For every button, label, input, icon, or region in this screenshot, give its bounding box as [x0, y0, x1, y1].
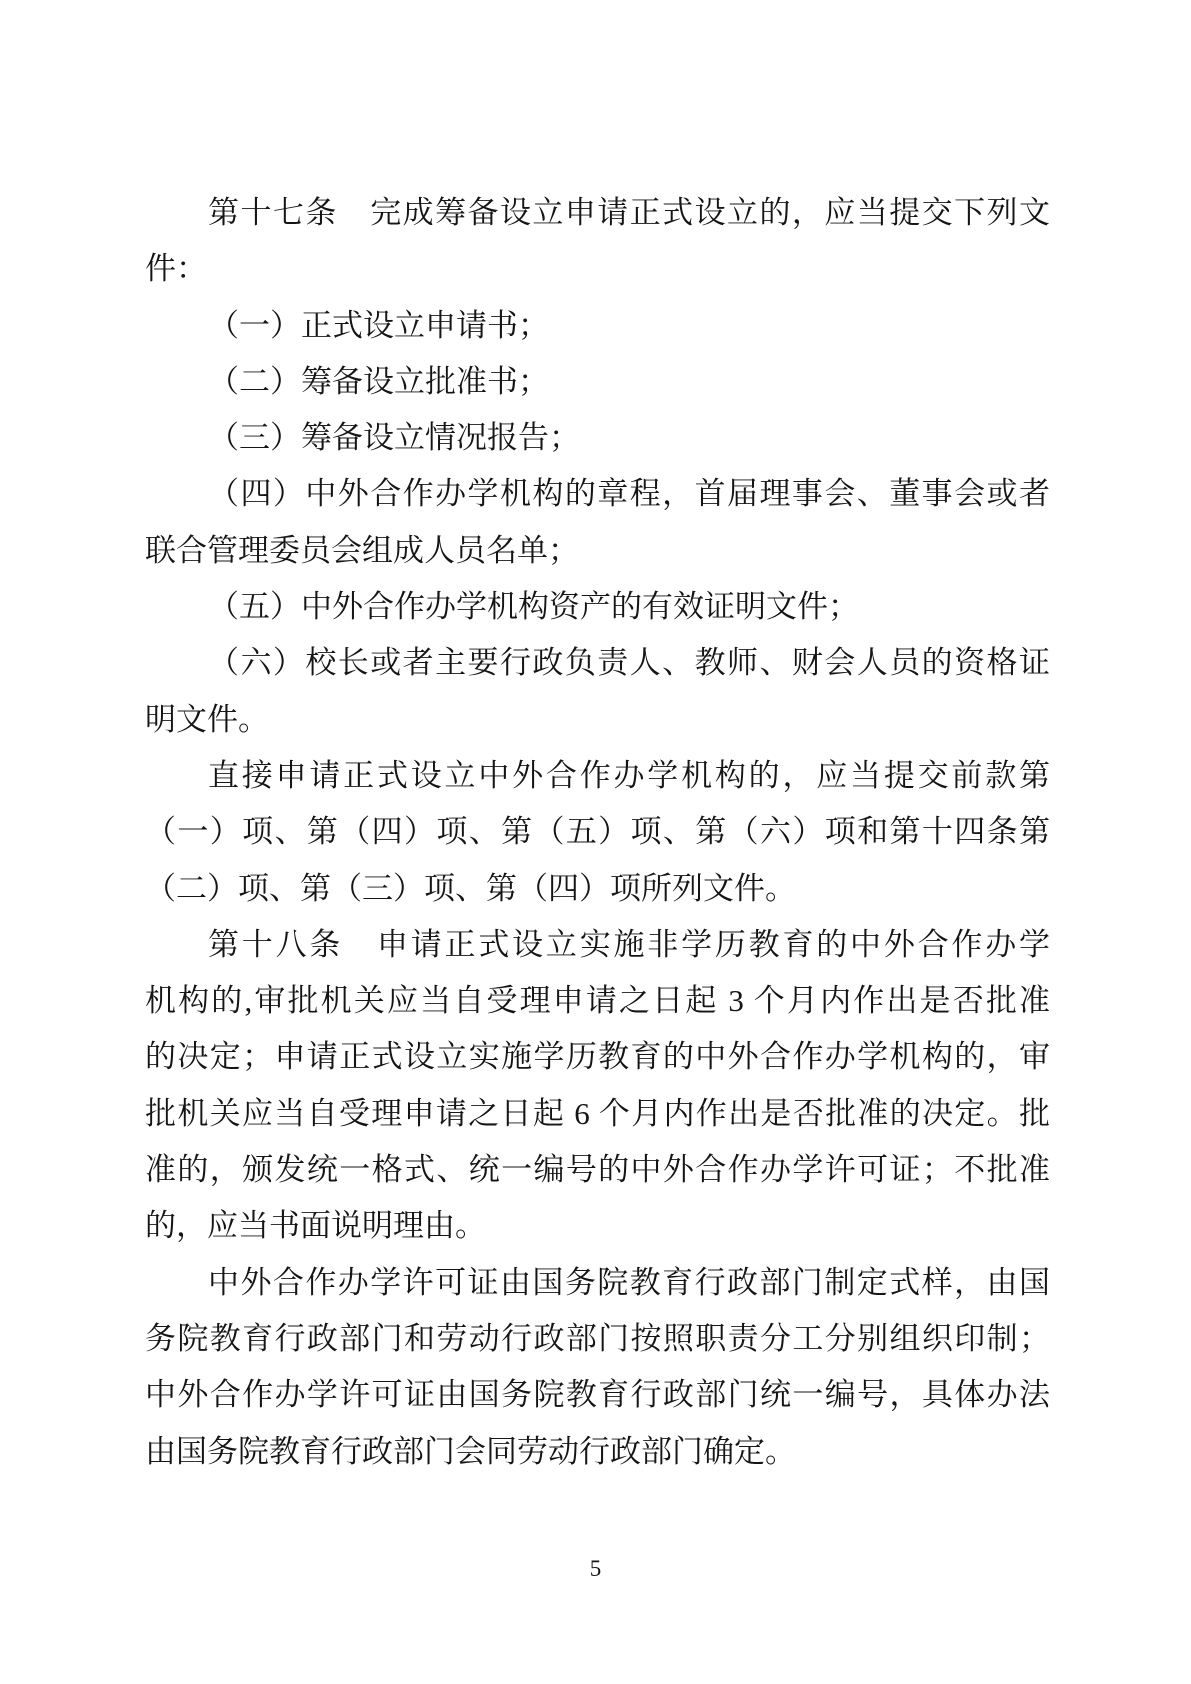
- text-line: 务院教育行政部门和劳动行政部门按照职责分工分别组织印制；: [145, 1320, 1050, 1356]
- text-line: 第十八条 申请正式设立实施非学历教育的中外合作办学: [208, 926, 1050, 962]
- text-line: （六）校长或者主要行政负责人、教师、财会人员的资格证: [208, 645, 1050, 681]
- text-line: 机构的,审批机关应当自受理申请之日起 3 个月内作出是否批准: [145, 983, 1050, 1019]
- text-line: 明文件。: [145, 701, 269, 737]
- text-line: （二）筹备设立批准书；: [208, 363, 549, 399]
- text-line: （一）项、第（四）项、第（五）项、第（六）项和第十四条第: [145, 814, 1050, 850]
- page-number: 5: [589, 1556, 602, 1581]
- text-line: （三）筹备设立情况报告；: [208, 420, 580, 456]
- text-line: 的，应当书面说明理由。: [145, 1208, 486, 1244]
- text-line: （五）中外合作办学机构资产的有效证明文件；: [208, 589, 859, 625]
- text-line: （二）项、第（三）项、第（四）项所列文件。: [145, 870, 796, 906]
- text-line: 的决定；申请正式设立实施学历教育的中外合作办学机构的，审: [145, 1039, 1050, 1075]
- document-body: [145, 185, 1050, 1480]
- text-line: 批机关应当自受理申请之日起 6 个月内作出是否批准的决定。批: [145, 1095, 1050, 1131]
- text-line: 由国务院教育行政部门会同劳动行政部门确定。: [145, 1433, 796, 1469]
- text-line: （四）中外合作办学机构的章程，首届理事会、董事会或者: [208, 476, 1050, 512]
- text-line: 中外合作办学许可证由国务院教育行政部门统一编号，具体办法: [145, 1377, 1050, 1413]
- text-line: 准的，颁发统一格式、统一编号的中外合作办学许可证；不批准: [145, 1152, 1050, 1188]
- text-line: 中外合作办学许可证由国务院教育行政部门制定式样，由国: [208, 1264, 1050, 1300]
- text-line: 件：: [145, 251, 207, 287]
- text-line: （一）正式设立申请书；: [208, 307, 549, 343]
- text-line: 直接申请正式设立中外合作办学机构的，应当提交前款第: [208, 757, 1050, 793]
- page-footer: [0, 1556, 1191, 1582]
- text-line: 第十七条 完成筹备设立申请正式设立的，应当提交下列文: [208, 195, 1050, 230]
- text-line: 联合管理委员会组成人员名单；: [145, 532, 579, 568]
